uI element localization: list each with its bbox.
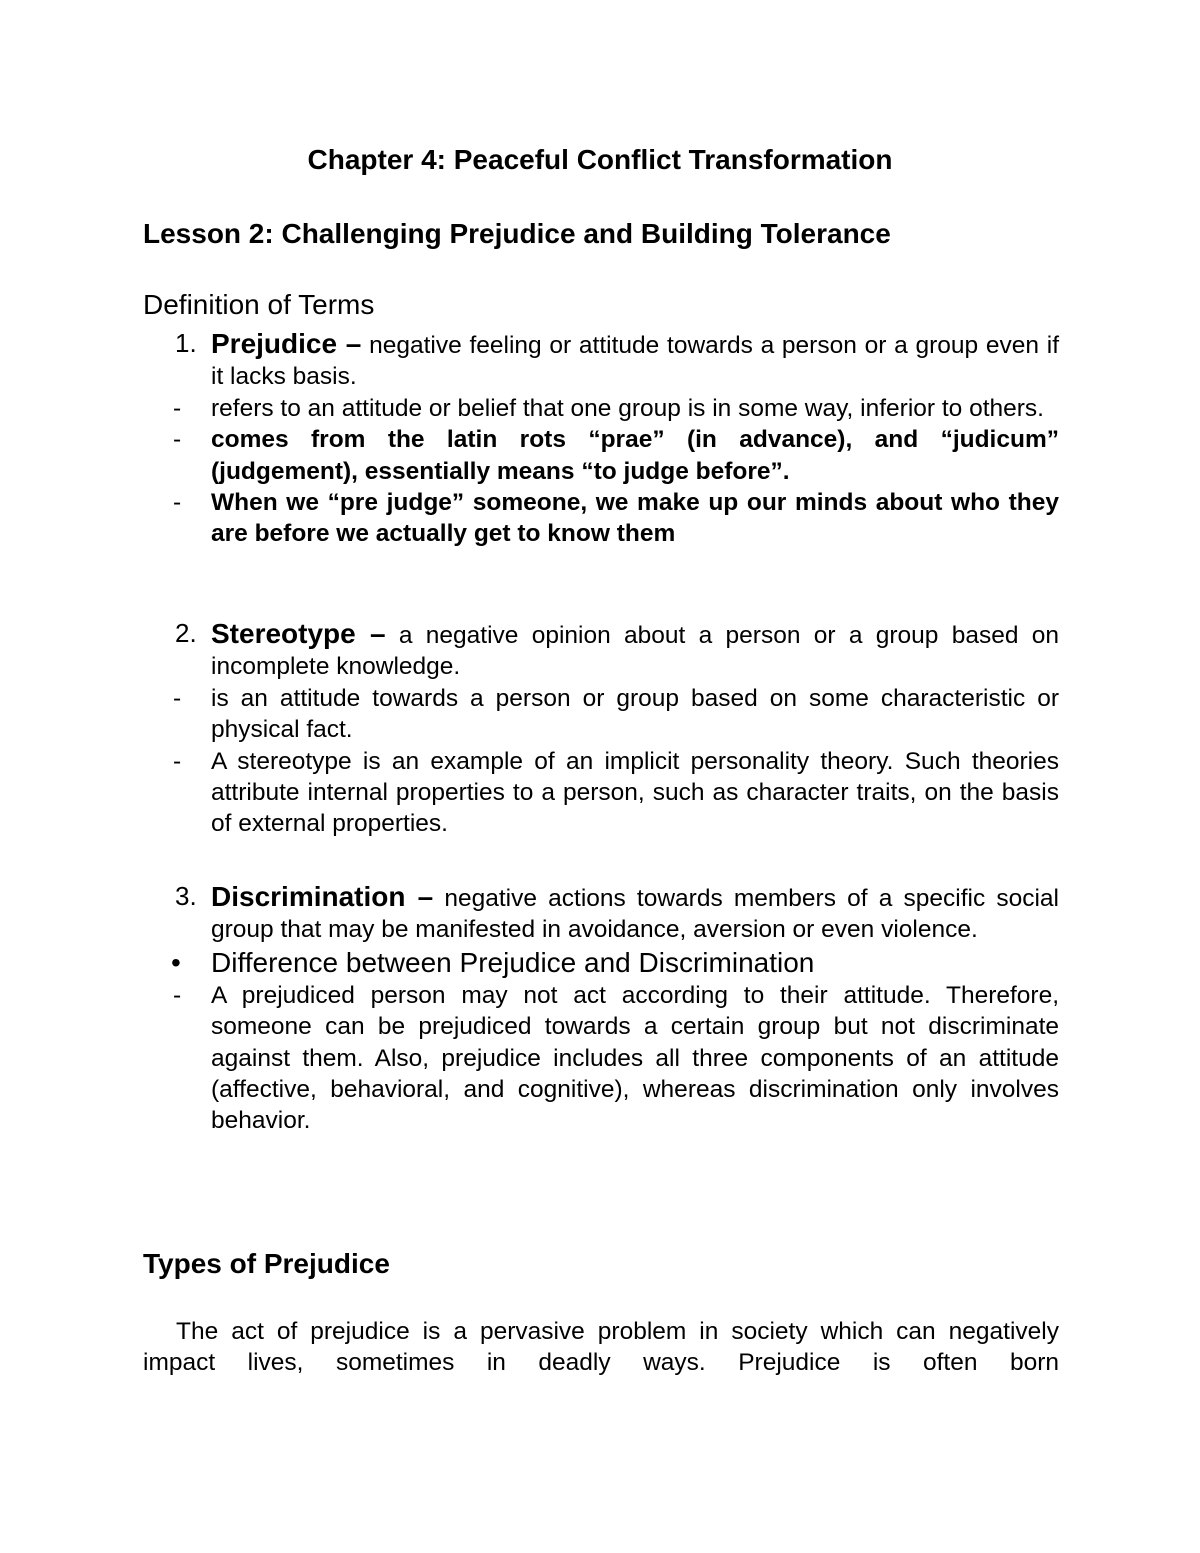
term-stereotype-block (143, 618, 1059, 840)
term-item (143, 328, 1059, 393)
bullet-icon: • (171, 946, 181, 978)
term-separator: – (337, 328, 362, 359)
difference-heading: Difference between Prejudice and Discrimination (211, 946, 815, 978)
list-number: 3. (175, 881, 197, 911)
list-number: 2. (175, 618, 197, 648)
list-item (143, 980, 1059, 1137)
term-name: Prejudice (211, 328, 338, 359)
list-item (143, 424, 1059, 487)
term-discrimination-block (143, 881, 1059, 1137)
list-item (143, 393, 1059, 424)
term-definition: a negative opinion about a person or a group based on incomplete knowledge. (211, 622, 1059, 681)
point-text: A prejudiced person may not act according to their attitude. Therefore, someone can be prejudiced towards a certain group but not discriminate against them. Also, prejudice includes all three components of an attitude (affective, behavioral, and cognitive), whereas discrimination only involves behavior. (211, 981, 1059, 1135)
list-item (143, 746, 1059, 840)
point-text: A stereotype is an example of an implicit personality theory. Such theories attribute internal properties to a person, such as character traits, on the basis of external properties. (211, 747, 1059, 838)
chapter-title: Chapter 4: Peaceful Conflict Transformation (307, 144, 893, 175)
point-text: comes from the latin rots “prae” (in advance), and “judicum” (judgement), essentially means “to judge before”. (211, 426, 1059, 485)
term-definition: negative actions towards members of a specific social group that may be manifested in avoidance, aversion or even violence. (211, 885, 1059, 944)
point-text: When we “pre judge” someone, we make up our minds about who they are before we actually get to know them (211, 489, 1059, 548)
dash-marker: - (173, 981, 182, 1009)
dash-marker: - (173, 747, 182, 775)
term-name: Stereotype (211, 618, 356, 649)
dash-marker: - (173, 489, 182, 517)
dash-marker: - (173, 394, 182, 422)
term-separator: – (405, 881, 434, 912)
term-item (143, 881, 1059, 946)
term-definition: negative feeling or attitude towards a person or a group even if it lacks basis. (211, 332, 1059, 391)
dash-marker: - (173, 426, 182, 454)
term-item (143, 618, 1059, 683)
term-prejudice-block (143, 328, 1059, 550)
point-text: refers to an attitude or belief that one group is in some way, inferior to others. (211, 394, 1044, 422)
term-name: Discrimination (211, 881, 406, 912)
list-item (143, 683, 1059, 746)
point-text: is an attitude towards a person or group based on some characteristic or physical fact. (211, 684, 1059, 744)
term-separator: – (355, 618, 386, 649)
dash-marker: - (173, 684, 182, 712)
difference-heading-row (143, 946, 1059, 980)
section-heading: Definition of Terms (143, 289, 375, 320)
list-item (143, 487, 1059, 550)
list-number: 1. (175, 328, 197, 358)
lesson-title: Lesson 2: Challenging Prejudice and Building Tolerance (143, 218, 891, 249)
types-heading: Types of Prejudice (143, 1248, 390, 1279)
types-paragraph: The act of prejudice is a pervasive problem in society which can negatively impact lives, sometimes in deadly ways. Prejudice is often born (143, 1318, 1059, 1377)
